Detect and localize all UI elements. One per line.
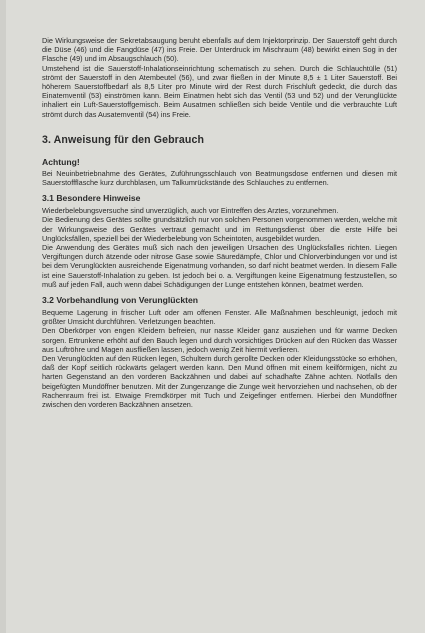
- section-3-1: [42, 193, 397, 289]
- caution-heading: Achtung!: [42, 156, 80, 167]
- intro-paragraph-1: Die Wirkungsweise der Sekretabsaugung beruht ebenfalls auf dem Injektorprinzip. Der Sauerstoff geht durch die Düse (46) und die Fangdüse (47) ins Freie. Der Unterdruck im Mischraum (48) bewirkt einen Sog in der Flasche (49) und im Absaugschlauch (50).: [42, 36, 397, 64]
- section-3-2-paragraph: Den Verunglückten auf den Rücken legen, Schultern durch gerollte Decken oder Kleidungsstücke so erhöhen, daß der Kopf seitlich rückwärts gelagert werden kann. Den Mund öffnen mit einem keilförmigen, nicht zu harten Gegenstand an den vorderen Backzähnen und dabei auf schadhafte Zähne achten. Notfalls den beigefügten Mundöffner benutzen. Mit der Zungenzange die Zunge weit hervorziehen und nachsehen, ob der Rachenraum frei ist. Etwaige Fremdkörper mit Tuch und Zeigefinger entfernen. Hierbei den Mundöffner zwischen den vorderen Backzähnen ansetzen.: [42, 354, 397, 410]
- page-edge: [0, 0, 6, 633]
- caution-block: [42, 157, 397, 187]
- section-3-heading: 3. Anweisung für den Gebrauch: [42, 133, 205, 146]
- section-3-2-paragraph: Bequeme Lagerung in frischer Luft oder am offenen Fenster. Alle Maßnahmen beschleunigt, jedoch mit größter Umsicht durchführen. Verletzungen beachten.: [42, 308, 397, 327]
- section-3-1-heading: 3.1 Besondere Hinweise: [42, 193, 141, 204]
- section-3-2: [42, 295, 397, 409]
- section-3-1-paragraph: Die Anwendung des Gerätes muß sich nach den jeweiligen Ursachen des Unglücksfalles richten. Liegen Vergiftungen durch ätzende oder nitrose Gase sowie Säuredämpfe, Chlor und Chlorverbindungen vor und ist bei dem Verunglückten ausreichende Eigenatmung vorhanden, so darf nicht beatmet werden. In diesem Falle ist eine Sauerstoff-Inhalation zu geben. Ist jedoch bei o. a. Vergiftungen keine Eigenatmung festzustellen, so muß auf jeden Fall, auch wenn dabei Schädigungen der Lunge entstehen können, beatmet werden.: [42, 243, 397, 289]
- intro-paragraph-2: Umstehend ist die Sauerstoff-Inhalationseinrichtung schematisch zu sehen. Durch die Schlauchtülle (51) strömt der Sauerstoff in den Atembeutel (56), und zwar fließen in der Minute 8,5 ± 1 Liter Sauerstoff. Bei höherem Sauerstoffbedarf als 8,5 Liter pro Minute wird der Rest durch Frischluft gedeckt, die durch das Einatemventil (53) einströmen kann. Beim Einatmen hebt sich das Ventil (53 und 52) und der Verunglückte inhaliert ein Luft-Sauerstoffgemisch. Beim Ausatmen schließen sich beide Ventile und die verbrauchte Luft strömt durch das Ausatemventil (54) ins Freie.: [42, 63, 397, 119]
- section-3-2-heading: 3.2 Vorbehandlung von Verunglückten: [42, 295, 198, 306]
- intro-section: [42, 36, 397, 119]
- section-3-1-paragraph: Wiederbelebungsversuche sind unverzüglich, auch vor Eintreffen des Arztes, vorzunehmen.: [42, 206, 339, 216]
- caution-text: Bei Neuinbetriebnahme des Gerätes, Zuführungsschlauch von Beatmungsdose entfernen und diesen mit Sauerstoffflasche kurz durchblasen, um Talkumrückstände des Schlauches zu entfernen.: [42, 168, 397, 188]
- section-3-2-paragraph: Den Oberkörper von engen Kleidern befreien, nur nasse Kleider ganz ausziehen und für warme Decken sorgen. Ertrunkene erhöht auf den Bauch legen und durch vorsichtiges Drücken auf den Rücken das Wasser aus Luftröhre und Magen ausfließen lassen, jedoch wenig Zeit hiermit verlieren.: [42, 326, 397, 354]
- section-3-1-paragraph: Die Bedienung des Gerätes sollte grundsätzlich nur von solchen Personen vorgenommen werden, welche mit der Wirkungsweise des Gerätes vertraut gemacht und im Rettungsdienst über die erste Hilfe bei Unglücksfällen, speziell bei der Wiederbelebung von Scheintoten, ausgebildet wurden.: [42, 215, 397, 243]
